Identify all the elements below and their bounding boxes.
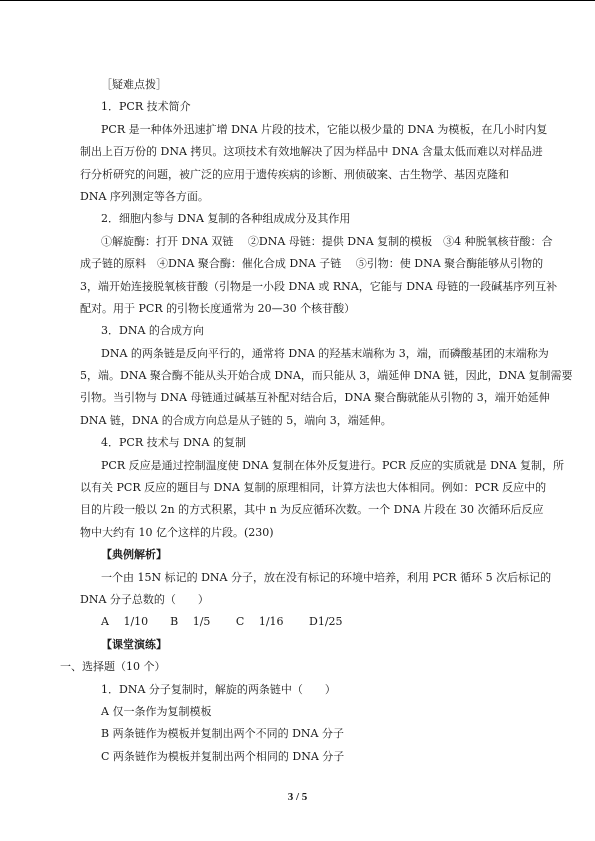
text-line: 3，端开始连接脱氧核苷酸（引物是一小段 DNA 或 RNA，它能与 DNA 母链的一段碱基序列互补	[80, 279, 558, 293]
text-line: 引物。当引物与 DNA 母链通过碱基互补配对结合后，DNA 聚合酶就能从引物的 3，端开始延伸	[80, 391, 550, 405]
text-line: 1．DNA 分子复制时，解旋的两条链中（ ）	[101, 682, 336, 696]
text-line: 成子链的原料 ④DNA 聚合酶：催化合成 DNA 子链 ⑤引物：使 DNA 聚合酶能够从引物的	[80, 257, 544, 271]
text-line: 行分析研究的问题，被广泛的应用于遗传疾病的诊断、刑侦破案、古生物学、基因克隆和	[80, 167, 509, 181]
page-number: 3 / 5	[287, 791, 308, 803]
text-line: 4．PCR 技术与 DNA 的复制	[101, 436, 246, 450]
text-line: 5，端。DNA 聚合酶不能从头开始合成 DNA，而只能从 3，端延伸 DNA 链，因此，DNA 复制需要	[80, 369, 573, 383]
text-line: 以有关 PCR 反应的题目与 DNA 复制的原理相同，计算方法也大体相同。例如：PCR 反应中的	[80, 481, 547, 495]
text-line: PCR 反应是通过控制温度使 DNA 复制在体外反复进行。PCR 反应的实质就是 DNA 复制，所	[101, 458, 564, 472]
text-line: B 两条链作为模板并复制出两个不同的 DNA 分子	[101, 727, 344, 741]
text-line: DNA 序列测定等各方面。	[80, 189, 209, 203]
page-top-rule	[0, 0, 595, 1]
text-line: PCR 是一种体外迅速扩增 DNA 片段的技术，它能以极少量的 DNA 为模板，在几小时内复	[101, 122, 548, 136]
text-line: 制出上百万份的 DNA 拷贝。这项技术有效地解决了因为样品中 DNA 含量太低而难以对样品进	[80, 145, 543, 159]
text-line: A 仅一条作为复制模板	[101, 704, 212, 718]
document-body	[60, 74, 573, 768]
text-line: 2．细胞内参与 DNA 复制的各种组成成分及其作用	[101, 212, 351, 226]
text-line: ①解旋酶：打开 DNA 双链 ②DNA 母链：提供 DNA 复制的模板 ③4 种脱氧核苷酸：合	[101, 234, 553, 248]
text-line: 物中大约有 10 亿个这样的片段。(230)	[80, 525, 274, 539]
text-line: C 两条链作为模板并复制出两个相同的 DNA 分子	[101, 749, 345, 763]
text-line: DNA 的两条链是反向平行的，通常将 DNA 的羟基末端称为 3，端，而磷酸基团的末端称为	[101, 346, 549, 360]
text-line: 配对。用于 PCR 的引物长度通常为 20—30 个核苷酸）	[80, 301, 356, 315]
text-line: 一个由 15N 标记的 DNA 分子，放在没有标记的环境中培养，利用 PCR 循环 5 次后标记的	[101, 570, 552, 584]
text-line: DNA 链，DNA 的合成方向总是从子链的 5，端向 3，端延伸。	[80, 413, 392, 427]
text-line: A 1/10 B 1/5 C 1/16 D1/25	[101, 615, 343, 629]
text-line: ［疑难点拨］	[101, 78, 167, 91]
text-line: 【课堂演练】	[101, 637, 167, 651]
text-line: 3．DNA 的合成方向	[101, 324, 204, 338]
text-line: DNA 分子总数的（ ）	[80, 592, 209, 606]
text-line: 一、选择题（10 个）	[60, 660, 166, 674]
text-line: 【典例解析】	[101, 548, 167, 562]
text-line: 目的片段一般以 2n 的方式积累，其中 n 为反应循环次数。一个 DNA 片段在 30 次循环后反应	[80, 503, 544, 517]
text-line: 1．PCR 技术简介	[101, 100, 191, 114]
